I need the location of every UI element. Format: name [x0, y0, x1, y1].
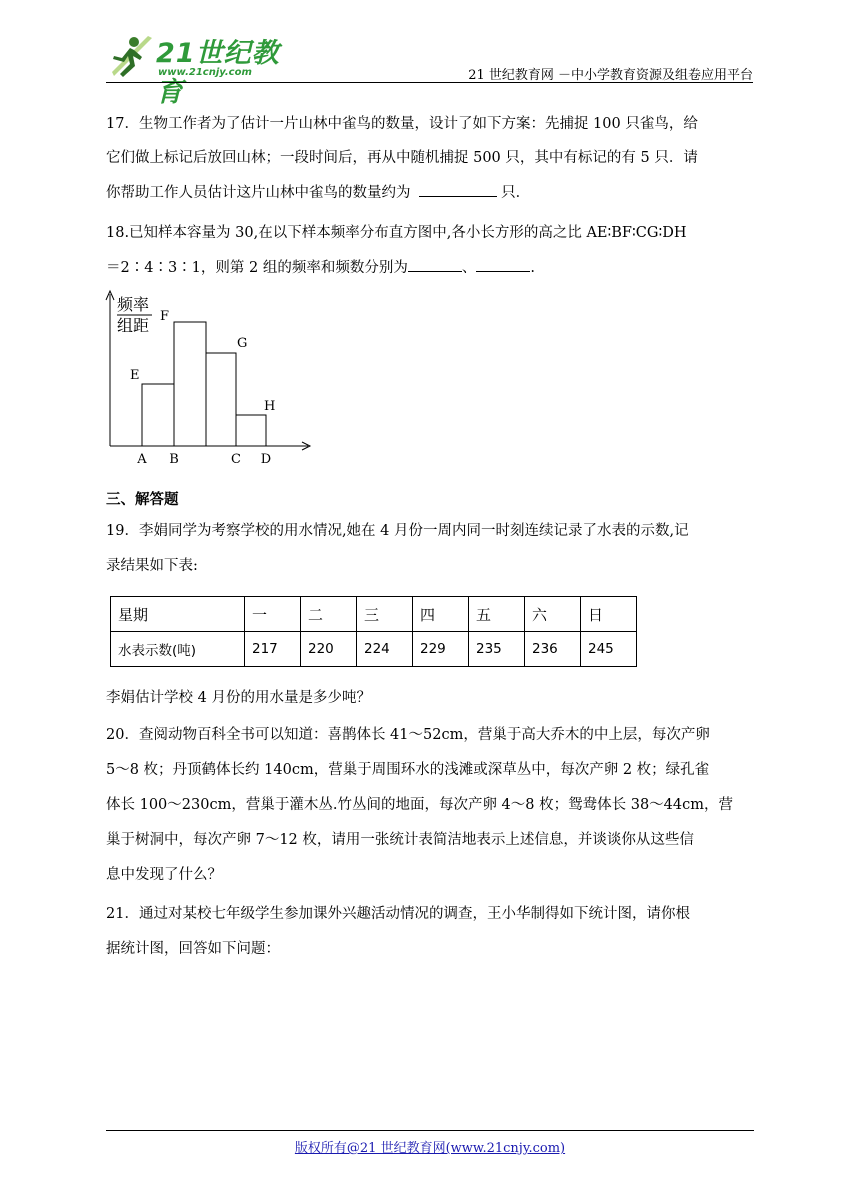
q18-line2-text: ＝2∶4∶3∶1，则第 2 组的频率和频数分别为	[106, 260, 408, 276]
site-logo	[108, 30, 293, 108]
bar-label: F	[160, 309, 170, 324]
q17-line1: 17．生物工作者为了估计一片山林中雀鸟的数量，设计了如下方案：先捕捉 100 只雀鸟，给	[106, 116, 698, 132]
x-tick-label: D	[260, 452, 272, 466]
table-cell: 二	[301, 597, 357, 632]
table-cell: 一	[245, 597, 301, 632]
histogram-bar	[142, 384, 174, 446]
q20-line2: 5～8 枚；丹顶鹤体长约 140cm，营巢于周围环水的浅滩或深草丛中，每次产卵 2 枚；绿孔雀	[106, 762, 710, 778]
table-cell: 245	[581, 632, 637, 667]
y-axis-label: 频率	[117, 295, 150, 314]
bar-label: G	[237, 336, 248, 351]
q20-line1: 20．查阅动物百科全书可以知道：喜鹊体长 41～52cm，营巢于高大乔木的中上层，每次产卵	[106, 727, 710, 743]
q18-end: .	[530, 260, 535, 276]
histogram-bar	[236, 415, 266, 446]
table-cell: 五	[469, 597, 525, 632]
histogram-bar	[174, 322, 206, 446]
x-tick-label: A	[137, 452, 147, 466]
q17-answer-blank[interactable]	[419, 184, 497, 197]
header-tagline: 21 世纪教育网 －中小学教育资源及组卷应用平台	[468, 68, 753, 83]
table-cell: 235	[469, 632, 525, 667]
footer-copyright[interactable]	[0, 1137, 860, 1156]
table-cell: 星期	[111, 597, 245, 632]
q17-line3-end: 只．	[501, 185, 531, 201]
water-meter-table	[110, 596, 637, 667]
q17-line3	[106, 184, 756, 202]
x-tick-label: C	[231, 452, 241, 466]
q17-line3-text: 你帮助工作人员估计这片山林中雀鸟的数量约为	[106, 185, 411, 201]
q20-line3: 体长 100～230cm，营巢于灌木丛.竹丛间的地面，每次产卵 4～8 枚；鸳鸯体长 38～44cm，营	[106, 797, 733, 813]
q20-line4: 巢于树洞中，每次产卵 7～12 枚，请用一张统计表简洁地表示上述信息，并谈谈你从这些信	[106, 832, 694, 848]
q20-line5: 息中发现了什么？	[106, 867, 222, 883]
q19-question: 李娟估计学校 4 月份的用水量是多少吨？	[106, 690, 371, 706]
table-header-row	[111, 597, 637, 632]
table-cell: 217	[245, 632, 301, 667]
table-row	[111, 632, 637, 667]
x-tick-label: B	[169, 452, 179, 466]
bar-label: H	[264, 399, 276, 414]
runner-logo-icon	[108, 32, 156, 82]
q19-line1: 19．李娟同学为考察学校的用水情况,她在 4 月份一周内同一时刻连续记录了水表的示数,记	[106, 523, 689, 539]
q21-line2: 据统计图，回答如下问题：	[106, 941, 280, 957]
table-cell: 220	[301, 632, 357, 667]
y-axis-label: 组距	[117, 316, 150, 335]
table-cell: 四	[413, 597, 469, 632]
q17-line2: 它们做上标记后放回山林；一段时间后，再从中随机捕捉 500 只，其中有标记的有 5 只．请	[106, 150, 698, 166]
q19-line2: 录结果如下表:	[106, 558, 198, 574]
q18-blank-count[interactable]	[476, 259, 530, 272]
table-cell: 日	[581, 597, 637, 632]
q18-sep: 、	[461, 260, 477, 276]
section-title: 三、解答题	[106, 492, 179, 508]
table-cell: 224	[357, 632, 413, 667]
q18-blank-frequency[interactable]	[408, 259, 462, 272]
logo-url: www.21cnjy.com	[158, 67, 252, 78]
q18-line1: 18.已知样本容量为 30,在以下样本频率分布直方图中,各小长方形的高之比 AE∶BF∶CG∶DH	[106, 225, 687, 241]
bar-label: E	[130, 368, 140, 383]
histogram-bar	[206, 353, 236, 446]
logo-text: 21世纪教育	[156, 38, 280, 108]
header-divider	[106, 82, 753, 83]
q18-line2	[106, 259, 756, 277]
table-cell: 229	[413, 632, 469, 667]
footer-link[interactable]: 版权所有@21 世纪教育网(www.21cnjy.com)	[294, 1141, 566, 1156]
table-cell: 三	[357, 597, 413, 632]
table-cell: 水表示数(吨)	[111, 632, 245, 667]
q21-line1: 21．通过对某校七年级学生参加课外兴趣活动情况的调查，王小华制得如下统计图，请你根	[106, 906, 690, 922]
frequency-histogram	[100, 286, 320, 466]
footer-divider	[106, 1130, 754, 1131]
table-cell: 六	[525, 597, 581, 632]
table-cell: 236	[525, 632, 581, 667]
